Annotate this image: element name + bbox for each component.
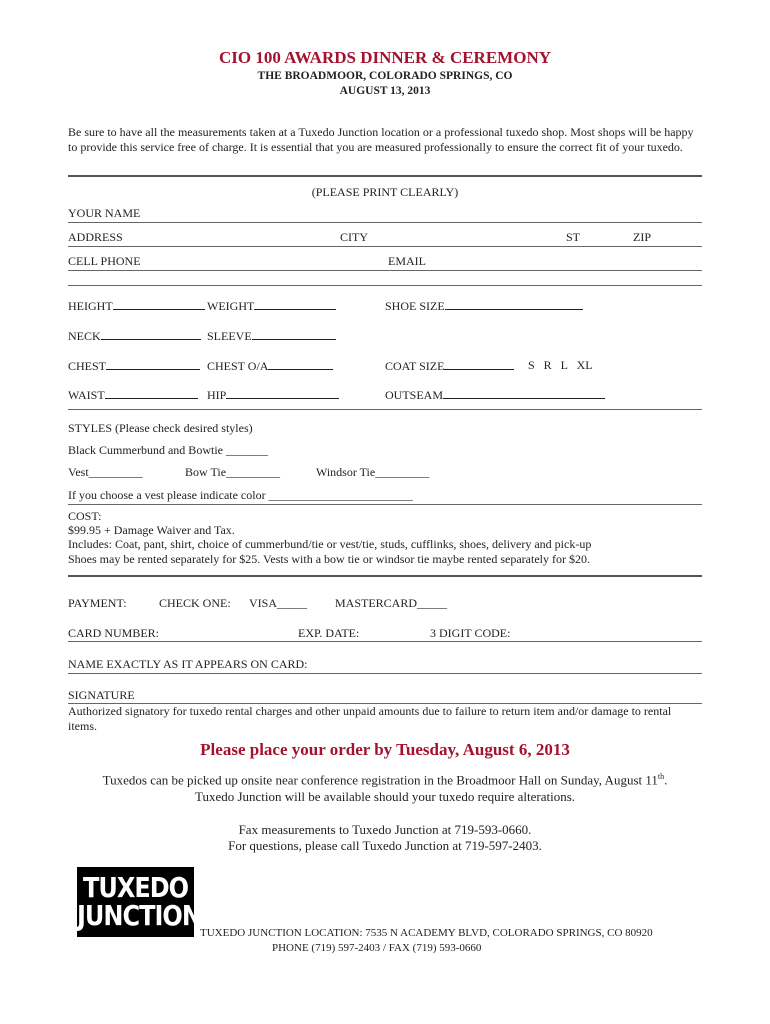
divider: [68, 285, 702, 286]
card-number-field[interactable]: [68, 641, 702, 642]
cost-includes: Includes: Coat, pant, shirt, choice of cummerbund/tie or vest/tie, studs, cufflinks, shoes, delivery and pick-up: [68, 537, 592, 551]
card-number-label: CARD NUMBER:: [68, 626, 160, 640]
tuxedo-junction-logo: TUXEDO JUNCTION: [77, 867, 194, 937]
shoe-size-field[interactable]: SHOE SIZE: [385, 297, 583, 314]
height-field[interactable]: HEIGHT: [68, 297, 205, 314]
divider: [68, 409, 702, 410]
vest-color-field[interactable]: If you choose a vest please indicate color ________________________: [68, 488, 413, 502]
questions-line: For questions, please call Tuxedo Junction at 719-597-2403.: [228, 838, 542, 853]
coat-size-field[interactable]: COAT SIZE: [385, 357, 514, 374]
email-label: EMAIL: [388, 254, 426, 268]
chest-oa-field[interactable]: CHEST O/A: [207, 357, 333, 374]
cost-extras: Shoes may be rented separately for $25. Vests with a bow tie or windsor tie maybe rented separately for $20.: [68, 552, 590, 566]
bowtie-option[interactable]: Bow Tie_________: [185, 465, 281, 479]
cummerbund-option[interactable]: Black Cummerbund and Bowtie _______: [68, 443, 268, 457]
check-one-label: CHECK ONE:: [159, 596, 231, 610]
intro-text: Be sure to have all the measurements taken at a Tuxedo Junction location or a professional tuxedo shop. Most shops will be happy to provide this service free of charge. It is essential that you are measured professionally to ensure the correct fit of your tuxedo.: [68, 125, 694, 154]
divider: [68, 575, 702, 577]
venue: THE BROADMOOR, COLORADO SPRINGS, CO: [257, 70, 513, 82]
coat-size-options[interactable]: S R L XL: [528, 358, 593, 372]
name-label: YOUR NAME: [68, 206, 141, 220]
cvv-label: 3 DIGIT CODE:: [430, 626, 511, 640]
pickup-line1: Tuxedos can be picked up onsite near conference registration in the Broadmoor Hall on Sunday, August 11th.: [102, 772, 668, 788]
outseam-field[interactable]: OUTSEAM: [385, 386, 605, 403]
pickup-line2: Tuxedo Junction will be available should your tuxedo require alterations.: [194, 789, 576, 804]
footer-phone: PHONE (719) 597-2403 / FAX (719) 593-0660: [272, 942, 482, 954]
address-label: ADDRESS: [68, 230, 123, 244]
event-date: AUGUST 13, 2013: [339, 85, 431, 97]
name-on-card-label: NAME EXACTLY AS IT APPEARS ON CARD:: [68, 657, 308, 671]
styles-heading: STYLES (Please check desired styles): [68, 421, 253, 435]
exp-date-label: EXP. DATE:: [298, 626, 360, 640]
vest-option[interactable]: Vest_________: [68, 465, 143, 479]
sleeve-field[interactable]: SLEEVE: [207, 327, 336, 344]
page-title: CIO 100 AWARDS DINNER & CEREMONY: [219, 48, 551, 67]
weight-field[interactable]: WEIGHT: [207, 297, 336, 314]
chest-field[interactable]: CHEST: [68, 357, 200, 374]
footer-location: TUXEDO JUNCTION LOCATION: 7535 N ACADEMY BLVD, COLORADO SPRINGS, CO 80920: [200, 927, 653, 939]
zip-label: ZIP: [633, 230, 651, 244]
signature-label: SIGNATURE: [68, 688, 135, 702]
cost-heading: COST:: [68, 509, 102, 523]
phone-email-field[interactable]: [68, 270, 702, 271]
print-clearly: (PLEASE PRINT CLEARLY): [311, 185, 459, 199]
name-field[interactable]: [68, 222, 702, 223]
windsor-tie-option[interactable]: Windsor Tie_________: [316, 465, 430, 479]
visa-option[interactable]: VISA_____: [249, 596, 308, 610]
authorized-text: Authorized signatory for tuxedo rental charges and other unpaid amounts due to failure to return item and/or damage to rental items.: [68, 704, 672, 733]
name-on-card-field[interactable]: [68, 673, 702, 674]
city-label: CITY: [340, 230, 368, 244]
cost-price: $99.95 + Damage Waiver and Tax.: [68, 523, 235, 537]
neck-field[interactable]: NECK: [68, 327, 201, 344]
waist-field[interactable]: WAIST: [68, 386, 198, 403]
cell-label: CELL PHONE: [68, 254, 141, 268]
order-deadline: Please place your order by Tuesday, August 6, 2013: [200, 740, 570, 759]
fax-line: Fax measurements to Tuxedo Junction at 719-593-0660.: [238, 822, 532, 837]
mastercard-option[interactable]: MASTERCARD_____: [335, 596, 448, 610]
st-label: ST: [566, 230, 581, 244]
divider: [68, 504, 702, 505]
divider: [68, 175, 702, 177]
hip-field[interactable]: HIP: [207, 386, 339, 403]
address-field[interactable]: [68, 246, 702, 247]
payment-label: PAYMENT:: [68, 596, 127, 610]
